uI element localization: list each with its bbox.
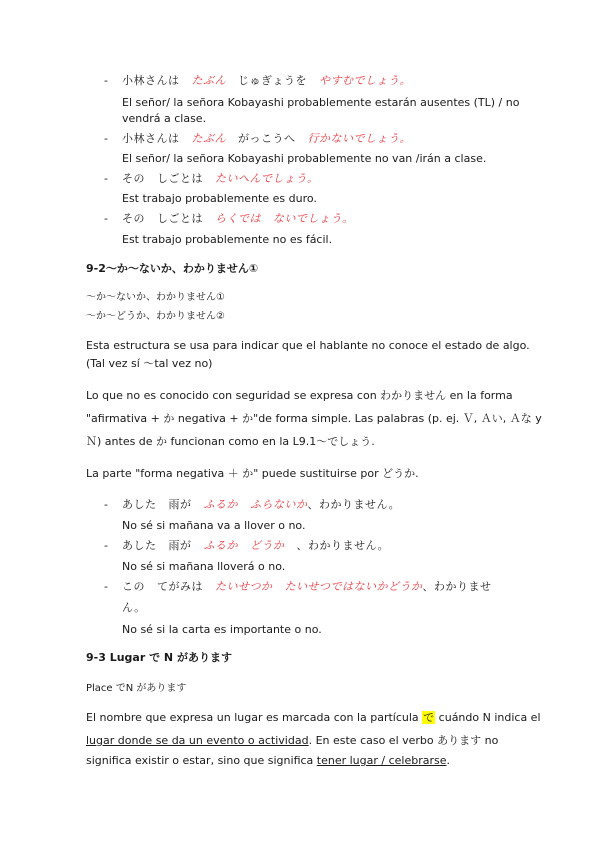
list-bullet: - (104, 212, 108, 225)
example-sentence (122, 172, 319, 186)
jp-text: あした (122, 539, 157, 552)
jp-text: あした (122, 498, 157, 511)
highlighted-jp: ふらないか (250, 498, 308, 511)
translation: Est trabajo probablemente no es fácil. (122, 233, 333, 246)
paragraph-line (86, 754, 450, 768)
example-sentence (122, 74, 411, 88)
pattern-line: ～か～ないか、わかりません① (86, 292, 225, 303)
section-heading: 9-3 Lugar で N があります (86, 651, 232, 664)
highlighted-particle: で (423, 711, 435, 724)
punctuation: 。 (307, 172, 319, 185)
highlighted-jp: たいせつではないかどうか (284, 580, 423, 593)
highlighted-jp: たいせつか (215, 580, 273, 593)
jp-text: 雨が (168, 498, 192, 511)
highlighted-jp: たぶん (191, 74, 226, 87)
paragraph-line: La parte "forma negativa ＋ か" puede sustituirse por どうか. (86, 467, 419, 480)
jp-text: その (122, 172, 145, 185)
paragraph-line: Ｎ) antes de か funcionan como en la L9.1〜でしょう. (86, 435, 375, 448)
highlighted-jp: やすむでしょう (319, 74, 400, 87)
underlined-text: tener lugar / celebrarse (316, 754, 447, 767)
translation: El señor/ la señora Kobayashi probablemente no van /irán a clase. (122, 152, 487, 165)
list-bullet: - (104, 580, 108, 593)
translation: El señor/ la señora Kobayashi probablemente estarán ausentes (TL) / no (122, 96, 520, 109)
translation: No sé si la carta es importante o no. (122, 623, 322, 636)
jp-text: しごとは (157, 212, 203, 225)
punctuation: 。 (399, 132, 411, 145)
list-bullet: - (104, 498, 108, 511)
list-bullet: - (104, 172, 108, 185)
highlighted-jp: ふるか (203, 539, 238, 552)
paragraph-line (86, 711, 541, 725)
jp-text: この (122, 580, 145, 593)
example-sentence (122, 539, 389, 553)
highlighted-jp: らくでは (215, 212, 261, 225)
translation: vendrá a clase. (122, 112, 207, 125)
jp-text: その (122, 212, 145, 225)
jp-text: じゅぎょうを (238, 74, 307, 87)
jp-text: 、わかりません。 (307, 498, 401, 511)
paragraph-line: (Tal vez sí 〜tal vez no) (86, 357, 213, 370)
example-sentence (122, 212, 354, 226)
text-run: . (446, 754, 450, 767)
text-run: . En este caso el verbo あります no (308, 734, 499, 747)
highlighted-jp: たぶん (191, 132, 226, 145)
jp-text: 小林さんは (122, 74, 180, 87)
paragraph-line: Lo que no es conocido con seguridad se expresa con わかりません en la forma (86, 389, 513, 402)
example-sentence (122, 498, 400, 512)
jp-text: がっこうへ (238, 132, 296, 145)
example-sentence (122, 580, 492, 594)
jp-text: しごとは (157, 172, 203, 185)
sentence-continuation: ん。 (122, 601, 146, 614)
jp-text: 、わかりませ (422, 580, 492, 593)
jp-text: 小林さんは (122, 132, 180, 145)
paragraph-line: Esta estructura se usa para indicar que el hablante no conoce el estado de algo. (86, 339, 530, 352)
punctuation: 。 (399, 74, 411, 87)
translation: No sé si mañana lloverá o no. (122, 560, 286, 573)
paragraph-line (86, 734, 498, 748)
section-heading: 9-2～か～ないか、わかりません① (86, 262, 259, 275)
highlighted-jp: たいへんでしょう (215, 172, 307, 185)
highlighted-jp: どうか (250, 539, 285, 552)
jp-text: 、わかりません。 (296, 539, 390, 552)
text-run: El nombre que expresa un lugar es marcada con la partícula (86, 711, 423, 724)
highlighted-jp: ふるか (203, 498, 238, 511)
list-bullet: - (104, 539, 108, 552)
pattern-line: Place でN があります (86, 683, 187, 694)
jp-text: てがみは (157, 580, 203, 593)
list-bullet: - (104, 132, 108, 145)
pattern-line: ～か～どうか、わかりません② (86, 311, 225, 322)
list-bullet: - (104, 74, 108, 87)
translation: No sé si mañana va a llover o no. (122, 519, 306, 532)
highlighted-jp: 行かないでしょう (307, 132, 400, 145)
text-run: cuándo N indica el (435, 711, 541, 724)
translation: Est trabajo probablemente es duro. (122, 192, 317, 205)
highlighted-jp: ないでしょう (273, 212, 342, 225)
punctuation: 。 (342, 212, 354, 225)
paragraph-line: "afirmativa + か negativa + か"de forma simple. Las palabras (p. ej. Ｖ, Ａい, Ａな y (86, 412, 542, 425)
text-run: significa existir o estar, sino que significa (86, 754, 317, 767)
underlined-text: lugar donde se da un evento o actividad (86, 734, 309, 747)
jp-text: 雨が (168, 539, 192, 552)
example-sentence (122, 132, 411, 146)
